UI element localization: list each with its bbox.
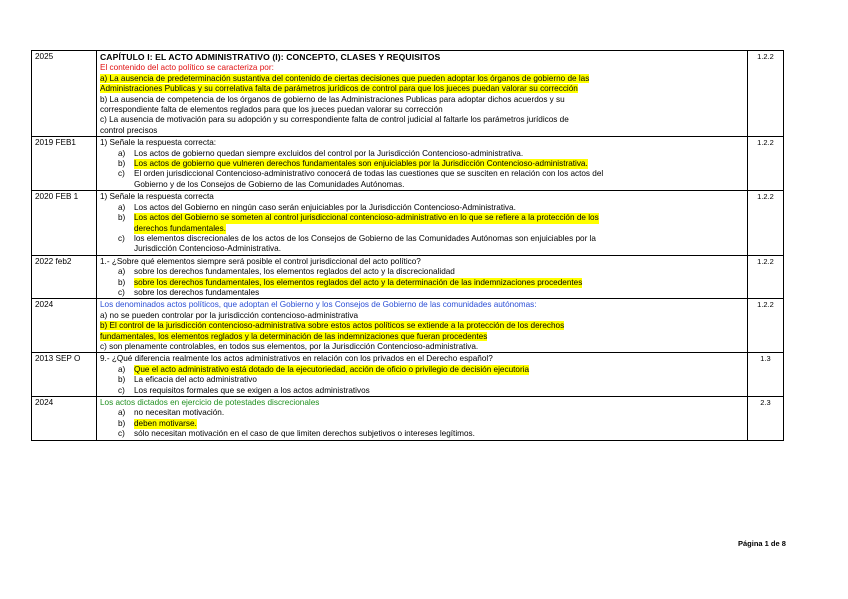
line-text: 1.- ¿Sobre qué elementos siempre será posible el control jurisdiccional del acto político? bbox=[100, 256, 421, 266]
option-text: sobre los derechos fundamentales, los elementos reglados del acto y la discrecionalidad bbox=[134, 267, 455, 277]
answer-option bbox=[100, 386, 744, 396]
question-row bbox=[32, 299, 784, 353]
option-text: Los requisitos formales que se exigen a los actos administrativos bbox=[134, 385, 370, 395]
answer-option bbox=[100, 244, 744, 254]
question-text bbox=[100, 192, 744, 202]
line-text: Administraciones Publicas y su correlativa falta de parámetros jurídicos de control para que los jueces puedan valorar su corrección bbox=[100, 84, 578, 94]
option-letter: b) bbox=[118, 418, 126, 428]
exam-date-cell: 2025 bbox=[32, 51, 97, 137]
option-letter: c) bbox=[118, 169, 125, 179]
question-text bbox=[100, 257, 744, 267]
option-letter: a) bbox=[118, 267, 126, 277]
answer-option bbox=[100, 213, 744, 223]
question-text bbox=[100, 138, 744, 148]
line-text: Los denominados actos políticos, que adoptan el Gobierno y los Consejos de Gobierno de las comunidades autónomas: bbox=[100, 300, 537, 310]
option-text: no necesitan motivación. bbox=[134, 408, 225, 418]
question-row bbox=[32, 51, 784, 137]
option-text: derechos fundamentales. bbox=[134, 223, 226, 233]
option-letter: c) bbox=[118, 429, 125, 439]
topic-code-cell: 1.2.2 bbox=[748, 255, 784, 299]
topic-code-cell: 1.2.2 bbox=[748, 299, 784, 353]
line-text: c) son plenamente controlables, en todos sus elementos, por la Jurisdicción Contencioso-administrativa. bbox=[100, 341, 479, 351]
question-content-cell bbox=[97, 353, 748, 397]
answer-option bbox=[100, 149, 744, 159]
question-row bbox=[32, 353, 784, 397]
question-content-cell bbox=[97, 51, 748, 137]
line-text: a) no se pueden controlar por la jurisdicción contencioso-administrativa bbox=[100, 310, 359, 320]
line-text: b) La ausencia de competencia de los órganos de gobierno de las Administraciones Publicas para adoptar dichos acuerdos y su bbox=[100, 94, 565, 104]
chapter-title bbox=[100, 52, 744, 63]
answer-option bbox=[100, 234, 744, 244]
line-text: c) La ausencia de motivación para su adopción y su correspondiente falta de control judicial al faltarle los parámetros jurídicos de bbox=[100, 115, 569, 125]
answer-option bbox=[100, 180, 744, 190]
exam-date-cell: 2019 FEB1 bbox=[32, 137, 97, 191]
exam-date-cell: 2013 SEP O bbox=[32, 353, 97, 397]
answer-option bbox=[100, 429, 744, 439]
option-letter: c) bbox=[118, 385, 125, 395]
option-letter: b) bbox=[118, 159, 126, 169]
answer-option bbox=[100, 169, 744, 179]
option-text: Gobierno y de los Consejos de Gobierno de las Comunidades Autónomas. bbox=[134, 179, 405, 189]
topic-code-cell: 2.3 bbox=[748, 397, 784, 441]
question-content-cell bbox=[97, 397, 748, 441]
option-text: Los actos de gobierno que vulneren derechos fundamentales son enjuiciables por la Jurisdicción Contencioso-administrativa. bbox=[134, 159, 588, 169]
question-content-cell bbox=[97, 255, 748, 299]
option-text: sobre los derechos fundamentales bbox=[134, 287, 260, 297]
option-letter: c) bbox=[118, 287, 125, 297]
option-letter: a) bbox=[118, 202, 126, 212]
line-text: 1) Señale la respuesta correcta bbox=[100, 192, 214, 202]
answer-option bbox=[100, 419, 744, 429]
option-letter bbox=[100, 180, 134, 190]
line-text: El contenido del acto político se caracteriza por: bbox=[100, 63, 274, 73]
option-letter: a) bbox=[118, 408, 126, 418]
question-content-cell bbox=[97, 299, 748, 353]
answer-line bbox=[100, 84, 744, 94]
answer-option bbox=[100, 203, 744, 213]
question-row bbox=[32, 137, 784, 191]
answer-line bbox=[100, 321, 744, 331]
exam-date-cell: 2024 bbox=[32, 299, 97, 353]
option-text: Los actos de gobierno quedan siempre excluidos del control por la Jurisdicción Contencioso-administrativa. bbox=[134, 148, 524, 158]
answer-line bbox=[100, 126, 744, 136]
page-number: Página 1 de 8 bbox=[738, 539, 786, 548]
exam-date-cell: 2024 bbox=[32, 397, 97, 441]
answer-line bbox=[100, 332, 744, 342]
question-text bbox=[100, 398, 744, 408]
line-text: correspondiente falta de elementos reglados para que los jueces puedan valorar su corrección bbox=[100, 105, 443, 115]
answer-line bbox=[100, 63, 744, 73]
answer-option bbox=[100, 365, 744, 375]
line-text: a) La ausencia de predeterminación sustantiva del contenido de ciertas decisiones que pueden adoptar los órganos de gobierno de las bbox=[100, 73, 590, 83]
question-row bbox=[32, 397, 784, 441]
line-text: CAPÍTULO I: EL ACTO ADMINISTRATIVO (I): CONCEPTO, CLASES Y REQUISITOS bbox=[100, 52, 441, 62]
line-text: Los actos dictados en ejercicio de potestades discrecionales bbox=[100, 398, 320, 407]
exam-date-cell: 2020 FEB 1 bbox=[32, 191, 97, 255]
question-content-cell bbox=[97, 137, 748, 191]
option-text: Que el acto administrativo está dotado de la ejecutoriedad, acción de oficio o privilegio de decisión ejecutoria bbox=[134, 364, 530, 374]
answer-option bbox=[100, 267, 744, 277]
option-letter: b) bbox=[118, 213, 126, 223]
line-text: fundamentales, los elementos reglados y la determinación de las indemnizaciones que fueran procedentes bbox=[100, 331, 488, 341]
answer-option bbox=[100, 159, 744, 169]
option-letter bbox=[100, 224, 134, 234]
question-row bbox=[32, 255, 784, 299]
option-letter: c) bbox=[118, 233, 125, 243]
option-letter: a) bbox=[118, 148, 126, 158]
line-text: 9.- ¿Qué diferencia realmente los actos administrativos en relación con los privados en el Derecho español? bbox=[100, 354, 493, 364]
option-text: Los actos del Gobierno en ningún caso serán enjuiciables por la Jurisdicción Contencioso-Administrativa. bbox=[134, 202, 516, 212]
topic-code-cell: 1.3 bbox=[748, 353, 784, 397]
topic-code-cell: 1.2.2 bbox=[748, 51, 784, 137]
option-letter: b) bbox=[118, 277, 126, 287]
option-letter: a) bbox=[118, 364, 126, 374]
answer-line bbox=[100, 342, 744, 352]
answer-option bbox=[100, 408, 744, 418]
question-row bbox=[32, 191, 784, 255]
answer-option bbox=[100, 288, 744, 298]
question-text bbox=[100, 354, 744, 364]
answer-line bbox=[100, 105, 744, 115]
option-text: El orden jurisdiccional Contencioso-administrativo conocerá de todas las cuestiones que se susciten en relación con los actos del bbox=[134, 169, 604, 179]
line-text: 1) Señale la respuesta correcta: bbox=[100, 138, 217, 148]
option-text: Los actos del Gobierno se someten al control jurisdiccional contencioso-administrativo en lo que se refiere a la protección de los bbox=[134, 213, 599, 223]
option-text: Jurisdicción Contencioso-Administrativa. bbox=[134, 244, 281, 254]
line-text: control precisos bbox=[100, 125, 158, 135]
answer-line bbox=[100, 115, 744, 125]
option-text: deben motivarse. bbox=[134, 418, 197, 428]
question-text bbox=[100, 300, 744, 310]
option-letter bbox=[100, 244, 134, 254]
answer-option bbox=[100, 224, 744, 234]
option-text: sobre los derechos fundamentales, los elementos reglados del acto y la determinación de las indemnizaciones procedentes bbox=[134, 277, 583, 287]
questions-table bbox=[31, 50, 784, 441]
question-content-cell bbox=[97, 191, 748, 255]
answer-option bbox=[100, 375, 744, 385]
option-text: La eficacia del acto administrativo bbox=[134, 375, 257, 385]
option-text: sólo necesitan motivación en el caso de que limiten derechos subjetivos o intereses legítimos. bbox=[134, 429, 475, 439]
answer-line bbox=[100, 95, 744, 105]
exam-date-cell: 2022 feb2 bbox=[32, 255, 97, 299]
answer-line bbox=[100, 74, 744, 84]
option-text: los elementos discrecionales de los actos de los Consejos de Gobierno de las Comunidades Autónomas son enjuiciables por la bbox=[134, 233, 596, 243]
answer-option bbox=[100, 278, 744, 288]
answer-line bbox=[100, 311, 744, 321]
topic-code-cell: 1.2.2 bbox=[748, 137, 784, 191]
option-letter: b) bbox=[118, 375, 126, 385]
topic-code-cell: 1.2.2 bbox=[748, 191, 784, 255]
line-text: b) El control de la jurisdicción contencioso-administrativa sobre estos actos políticos se extiende a la protección de los derechos bbox=[100, 321, 565, 331]
